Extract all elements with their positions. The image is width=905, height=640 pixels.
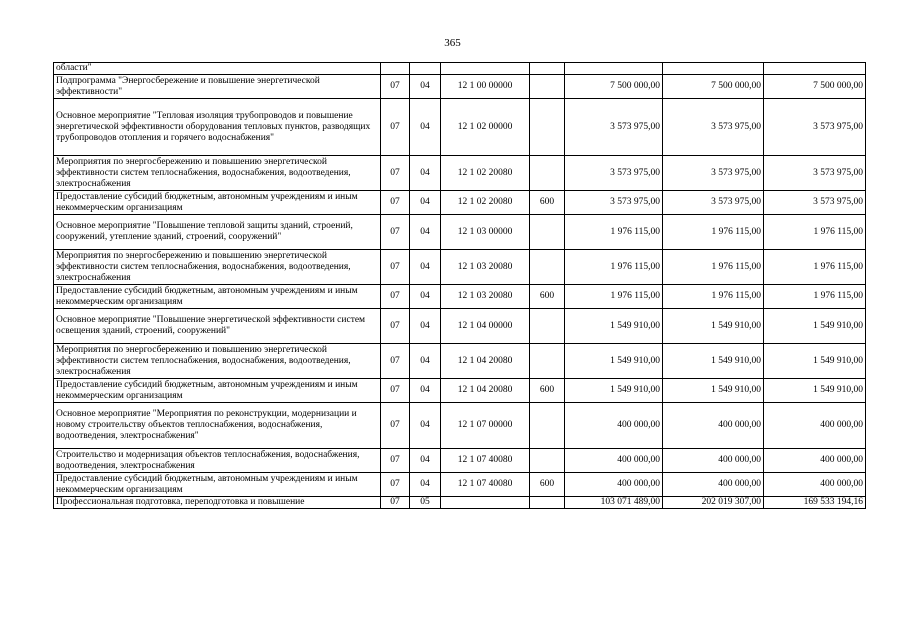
row-expense-type-cell [530,449,565,473]
table-row [54,191,866,215]
row-name-cell: Основное мероприятие "Мероприятия по реконструкции, модернизации и новому строительству объектов теплоснабжения, водоснабжения, водоотведения, электроснабжения" [54,403,381,449]
row-name-cell: Предоставление субсидий бюджетным, автономным учреждениям и иным некоммерческим организациям [54,379,381,403]
row-amount-2-cell: 1 976 115,00 [663,285,764,309]
row-amount-1-cell: 1 549 910,00 [565,344,663,379]
row-amount-2-cell: 202 019 307,00 [663,497,764,509]
row-section-cell: 07 [381,403,410,449]
row-amount-3-cell: 1 976 115,00 [764,285,866,309]
row-name-cell: Профессиональная подготовка, переподготовка и повышение [54,497,381,509]
row-amount-3-cell: 1 549 910,00 [764,344,866,379]
row-amount-1-cell: 3 573 975,00 [565,99,663,156]
row-name-cell: Мероприятия по энергосбережению и повышению энергетической эффективности систем теплоснабжения, водоснабжения, водоотведения, электроснабжения [54,250,381,285]
row-amount-2-cell: 1 549 910,00 [663,344,764,379]
row-amount-2-cell: 3 573 975,00 [663,191,764,215]
row-subsection-cell: 04 [410,285,441,309]
row-target-article-cell: 12 1 03 20080 [441,250,530,285]
row-amount-3-cell: 1 549 910,00 [764,379,866,403]
row-amount-2-cell: 3 573 975,00 [663,99,764,156]
row-target-article-cell: 12 1 02 00000 [441,99,530,156]
row-amount-1-cell: 3 573 975,00 [565,156,663,191]
row-subsection-cell: 04 [410,449,441,473]
row-amount-1-cell: 1 976 115,00 [565,250,663,285]
row-amount-1-cell [565,63,663,75]
row-amount-2-cell: 3 573 975,00 [663,156,764,191]
row-subsection-cell: 05 [410,497,441,509]
row-amount-1-cell: 1 549 910,00 [565,309,663,344]
row-name-cell: Подпрограмма "Энергосбережение и повышение энергетической эффективности" [54,75,381,99]
row-section-cell: 07 [381,379,410,403]
row-target-article-cell: 12 1 07 40080 [441,449,530,473]
table-row [54,497,866,509]
table-row [54,99,866,156]
row-amount-1-cell: 1 976 115,00 [565,285,663,309]
row-amount-3-cell: 1 976 115,00 [764,250,866,285]
row-subsection-cell: 04 [410,309,441,344]
row-section-cell: 07 [381,449,410,473]
row-expense-type-cell: 600 [530,191,565,215]
row-section-cell: 07 [381,497,410,509]
row-name-cell: Основное мероприятие "Тепловая изоляция трубопроводов и повышение энергетической эффективности оборудования тепловых пунктов, разводящих трубопроводов отопления и горячего водоснабжения" [54,99,381,156]
row-amount-2-cell [663,63,764,75]
row-expense-type-cell [530,215,565,250]
row-expense-type-cell [530,250,565,285]
row-target-article-cell: 12 1 04 20080 [441,379,530,403]
row-expense-type-cell [530,75,565,99]
row-amount-1-cell: 7 500 000,00 [565,75,663,99]
table-body [54,63,866,509]
row-expense-type-cell [530,309,565,344]
row-section-cell: 07 [381,191,410,215]
row-expense-type-cell: 600 [530,379,565,403]
row-amount-1-cell: 400 000,00 [565,473,663,497]
row-section-cell: 07 [381,156,410,191]
row-target-article-cell: 12 1 02 20080 [441,191,530,215]
row-amount-3-cell [764,63,866,75]
row-target-article-cell: 12 1 00 00000 [441,75,530,99]
row-amount-2-cell: 400 000,00 [663,473,764,497]
table-row [54,449,866,473]
row-amount-1-cell: 400 000,00 [565,449,663,473]
row-section-cell: 07 [381,344,410,379]
row-target-article-cell: 12 1 04 20080 [441,344,530,379]
row-expense-type-cell [530,99,565,156]
budget-table [53,62,866,509]
table-row [54,285,866,309]
row-subsection-cell: 04 [410,156,441,191]
row-amount-3-cell: 400 000,00 [764,473,866,497]
row-expense-type-cell [530,156,565,191]
row-amount-2-cell: 1 976 115,00 [663,250,764,285]
row-amount-2-cell: 1 549 910,00 [663,309,764,344]
row-amount-3-cell: 1 549 910,00 [764,309,866,344]
row-section-cell: 07 [381,75,410,99]
row-section-cell: 07 [381,215,410,250]
row-amount-3-cell: 400 000,00 [764,449,866,473]
row-subsection-cell: 04 [410,250,441,285]
row-subsection-cell: 04 [410,379,441,403]
row-amount-2-cell: 1 976 115,00 [663,215,764,250]
row-amount-3-cell: 3 573 975,00 [764,191,866,215]
row-subsection-cell [410,63,441,75]
row-amount-2-cell: 400 000,00 [663,449,764,473]
row-subsection-cell: 04 [410,215,441,250]
row-amount-2-cell: 400 000,00 [663,403,764,449]
row-expense-type-cell [530,403,565,449]
row-section-cell: 07 [381,99,410,156]
table-row [54,215,866,250]
row-amount-3-cell: 7 500 000,00 [764,75,866,99]
row-subsection-cell: 04 [410,75,441,99]
row-expense-type-cell: 600 [530,473,565,497]
row-expense-type-cell [530,344,565,379]
row-name-cell: Основное мероприятие "Повышение тепловой защиты зданий, строений, сооружений, утепление зданий, строений, сооружений" [54,215,381,250]
row-name-cell: Мероприятия по энергосбережению и повышению энергетической эффективности систем теплоснабжения, водоснабжения, водоотведения, электроснабжения [54,156,381,191]
row-amount-3-cell: 3 573 975,00 [764,156,866,191]
page-number: 365 [444,37,461,49]
table-row [54,309,866,344]
row-amount-1-cell: 3 573 975,00 [565,191,663,215]
row-name-cell: Основное мероприятие "Повышение энергетической эффективности систем освещения зданий, строений, сооружений" [54,309,381,344]
row-section-cell [381,63,410,75]
row-amount-3-cell: 3 573 975,00 [764,99,866,156]
row-name-cell: Предоставление субсидий бюджетным, автономным учреждениям и иным некоммерческим организациям [54,285,381,309]
row-subsection-cell: 04 [410,403,441,449]
row-amount-1-cell: 1 976 115,00 [565,215,663,250]
row-target-article-cell: 12 1 03 20080 [441,285,530,309]
row-name-cell: Предоставление субсидий бюджетным, автономным учреждениям и иным некоммерческим организациям [54,473,381,497]
table-row [54,344,866,379]
row-amount-2-cell: 7 500 000,00 [663,75,764,99]
row-target-article-cell: 12 1 04 00000 [441,309,530,344]
table-row [54,250,866,285]
table-row [54,403,866,449]
row-target-article-cell: 12 1 03 00000 [441,215,530,250]
table-row [54,156,866,191]
table-row [54,75,866,99]
row-amount-1-cell: 1 549 910,00 [565,379,663,403]
row-expense-type-cell [530,497,565,509]
row-expense-type-cell [530,63,565,75]
row-amount-3-cell: 400 000,00 [764,403,866,449]
row-amount-1-cell: 103 071 489,00 [565,497,663,509]
row-amount-3-cell: 1 976 115,00 [764,215,866,250]
row-target-article-cell: 12 1 02 20080 [441,156,530,191]
row-target-article-cell [441,497,530,509]
row-name-cell: Строительство и модернизация объектов теплоснабжения, водоснабжения, водоотведения, электроснабжения [54,449,381,473]
row-target-article-cell: 12 1 07 40080 [441,473,530,497]
row-subsection-cell: 04 [410,191,441,215]
row-name-cell: области" [54,63,381,75]
row-target-article-cell: 12 1 07 00000 [441,403,530,449]
row-name-cell: Предоставление субсидий бюджетным, автономным учреждениям и иным некоммерческим организациям [54,191,381,215]
row-subsection-cell: 04 [410,99,441,156]
table-row [54,379,866,403]
table-row [54,473,866,497]
row-section-cell: 07 [381,473,410,497]
row-subsection-cell: 04 [410,344,441,379]
row-amount-1-cell: 400 000,00 [565,403,663,449]
row-name-cell: Мероприятия по энергосбережению и повышению энергетической эффективности систем теплоснабжения, водоснабжения, водоотведения, электроснабжения [54,344,381,379]
row-target-article-cell [441,63,530,75]
row-section-cell: 07 [381,285,410,309]
table-row [54,63,866,75]
row-expense-type-cell: 600 [530,285,565,309]
row-section-cell: 07 [381,309,410,344]
row-section-cell: 07 [381,250,410,285]
row-amount-3-cell: 169 533 194,16 [764,497,866,509]
row-amount-2-cell: 1 549 910,00 [663,379,764,403]
row-subsection-cell: 04 [410,473,441,497]
